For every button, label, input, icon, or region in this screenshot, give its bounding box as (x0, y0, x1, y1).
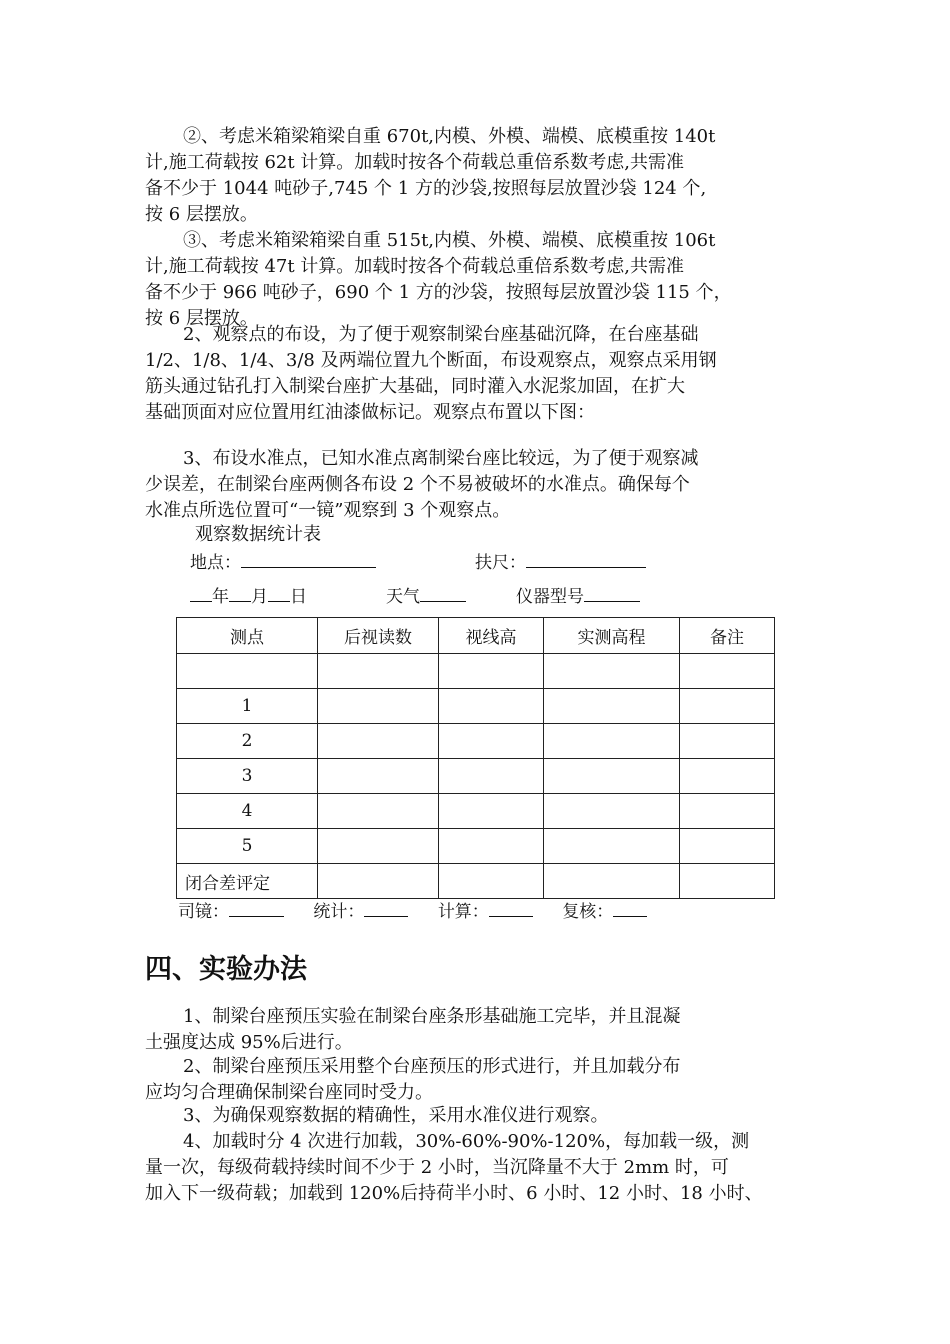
day-blank (268, 583, 290, 602)
date-field (190, 583, 307, 609)
table-cell (544, 689, 680, 724)
text-line: 土强度达成 95%后进行。 (145, 1032, 353, 1053)
table-row (177, 794, 775, 829)
table-row (177, 724, 775, 759)
table-row (177, 829, 775, 864)
calc-blank (489, 898, 533, 917)
text-line: 基础顶面对应位置用红油漆做标记。观察点布置以下图： (145, 402, 595, 423)
text-line: 3、布设水准点，已知水准点离制梁台座比较远，为了便于观察减 (183, 448, 699, 469)
table-cell (544, 829, 680, 864)
table-header-row (177, 618, 775, 654)
table-cell (439, 654, 544, 689)
text-line: 2、观察点的布设，为了便于观察制梁台座基础沉降，在台座基础 (183, 324, 699, 345)
table-cell: 5 (177, 829, 318, 864)
text-line: 2、制梁台座预压采用整个台座预压的形式进行，并且加载分布 (183, 1056, 681, 1077)
text-line: 水准点所选位置可“一镜”观察到 3 个观察点。 (145, 500, 511, 521)
table-cell (544, 724, 680, 759)
location-label: 地点： (190, 553, 241, 573)
text-line: 计,施工荷载按 47t 计算。加载时按各个荷载总重倍系数考虑,共需准 (145, 256, 685, 277)
weather-blank (420, 583, 466, 602)
table-cell (439, 689, 544, 724)
month-blank (229, 583, 251, 602)
header-point: 测点 (177, 618, 318, 654)
table-cell (318, 654, 439, 689)
paragraph-load-515t (145, 228, 825, 332)
table-cell (318, 829, 439, 864)
observation-table (176, 617, 775, 899)
table-cell (544, 654, 680, 689)
text-line: 按 6 层摆放。 (145, 308, 258, 329)
text-line: 加入下一级荷载；加载到 120%后持荷半小时、6 小时、12 小时、18 小时、 (145, 1183, 763, 1204)
table-cell (680, 864, 775, 899)
weather-field (386, 583, 466, 609)
staff-blank (526, 549, 646, 568)
operator-blank (229, 898, 284, 917)
month-label: 月 (251, 587, 268, 607)
text-line: 按 6 层摆放。 (145, 204, 258, 225)
table-cell (318, 759, 439, 794)
paragraph-load-670t (145, 124, 825, 228)
stats-label: 统计： (313, 902, 365, 922)
table-cell: 1 (177, 689, 318, 724)
table-row (177, 654, 775, 689)
table-cell (439, 864, 544, 899)
stats-field (313, 902, 408, 922)
text-line: 量一次，每级荷载持续时间不少于 2 小时，当沉降量不大于 2mm 时，可 (145, 1157, 729, 1178)
instrument-blank (584, 583, 640, 602)
text-line: 4、加载时分 4 次进行加载，30%-60%-90%-120%，每加载一级，测 (183, 1131, 750, 1152)
table-cell (318, 724, 439, 759)
text-line: 1/2、1/8、1/4、3/8 及两端位置九个断面，布设观察点，观察点采用钢 (145, 350, 717, 371)
stats-blank (364, 898, 408, 917)
operator-label: 司镜： (178, 902, 229, 922)
instrument-field (516, 583, 640, 609)
day-label: 日 (290, 587, 307, 607)
text-line: 计,施工荷载按 62t 计算。加载时按各个荷载总重倍系数考虑,共需准 (145, 152, 685, 173)
table-cell (680, 829, 775, 864)
paragraph-benchmark (145, 446, 825, 524)
text-line: 筋头通过钻孔打入制梁台座扩大基础，同时灌入水泥浆加固，在扩大 (145, 376, 685, 397)
table-row (177, 864, 775, 899)
instrument-label: 仪器型号 (516, 587, 584, 607)
table-cell (439, 794, 544, 829)
paragraph-observation-points (145, 322, 825, 426)
paragraph-level-instrument (145, 1103, 825, 1129)
table-cell (680, 794, 775, 829)
table-cell (439, 724, 544, 759)
table-cell: 2 (177, 724, 318, 759)
table-cell: 闭合差评定 (177, 864, 318, 899)
year-blank (190, 583, 212, 602)
table-cell (680, 654, 775, 689)
paragraph-test-condition (145, 1004, 825, 1056)
weather-label: 天气 (386, 587, 420, 607)
staff-field (475, 549, 646, 575)
review-blank (613, 898, 647, 917)
section-title: 四、实验办法 (145, 954, 307, 985)
location-field (190, 549, 376, 575)
table-cell (544, 864, 680, 899)
signature-row (178, 898, 671, 924)
staff-label: 扶尺： (475, 553, 526, 573)
table-cell (439, 829, 544, 864)
table-cell (544, 794, 680, 829)
review-label: 复核： (562, 902, 614, 922)
header-backsight: 后视读数 (318, 618, 439, 654)
calc-field (438, 902, 533, 922)
table-cell (318, 689, 439, 724)
header-sight-height: 视线高 (439, 618, 544, 654)
operator-field (178, 902, 284, 922)
table-cell: 4 (177, 794, 318, 829)
calc-label: 计算： (437, 902, 489, 922)
table-cell (544, 759, 680, 794)
table-caption: 观察数据统计表 (195, 524, 321, 545)
text-line: 应均匀合理确保制梁台座同时受力。 (145, 1082, 433, 1103)
table-cell (318, 794, 439, 829)
table-cell (680, 759, 775, 794)
table-cell (318, 864, 439, 899)
text-line: 备不少于 1044 吨砂子,745 个 1 方的沙袋,按照每层放置沙袋 124 个, (145, 178, 707, 199)
table-cell (439, 759, 544, 794)
table-cell: 3 (177, 759, 318, 794)
text-line: 少误差，在制梁台座两侧各布设 2 个不易被破坏的水准点。确保每个 (145, 474, 690, 495)
table-cell (680, 689, 775, 724)
paragraph-loading-steps (145, 1129, 825, 1207)
text-line: 3、为确保观察数据的精确性，采用水准仪进行观察。 (183, 1105, 609, 1126)
paragraph-preload-method (145, 1054, 825, 1106)
review-field (562, 902, 647, 922)
table-row (177, 759, 775, 794)
text-line: ③、考虑米箱梁箱梁自重 515t,内模、外模、端模、底模重按 106t (183, 230, 716, 251)
text-line: 1、制梁台座预压实验在制梁台座条形基础施工完毕，并且混凝 (183, 1006, 681, 1027)
location-blank (241, 549, 376, 568)
table-row (177, 689, 775, 724)
table-cell (177, 654, 318, 689)
header-elevation: 实测高程 (544, 618, 680, 654)
header-remarks: 备注 (680, 618, 775, 654)
text-line: ②、考虑米箱梁箱梁自重 670t,内模、外模、端模、底模重按 140t (183, 126, 716, 147)
table-cell (680, 724, 775, 759)
text-line: 备不少于 966 吨砂子，690 个 1 方的沙袋，按照每层放置沙袋 115 个， (145, 282, 732, 303)
year-label: 年 (212, 587, 229, 607)
